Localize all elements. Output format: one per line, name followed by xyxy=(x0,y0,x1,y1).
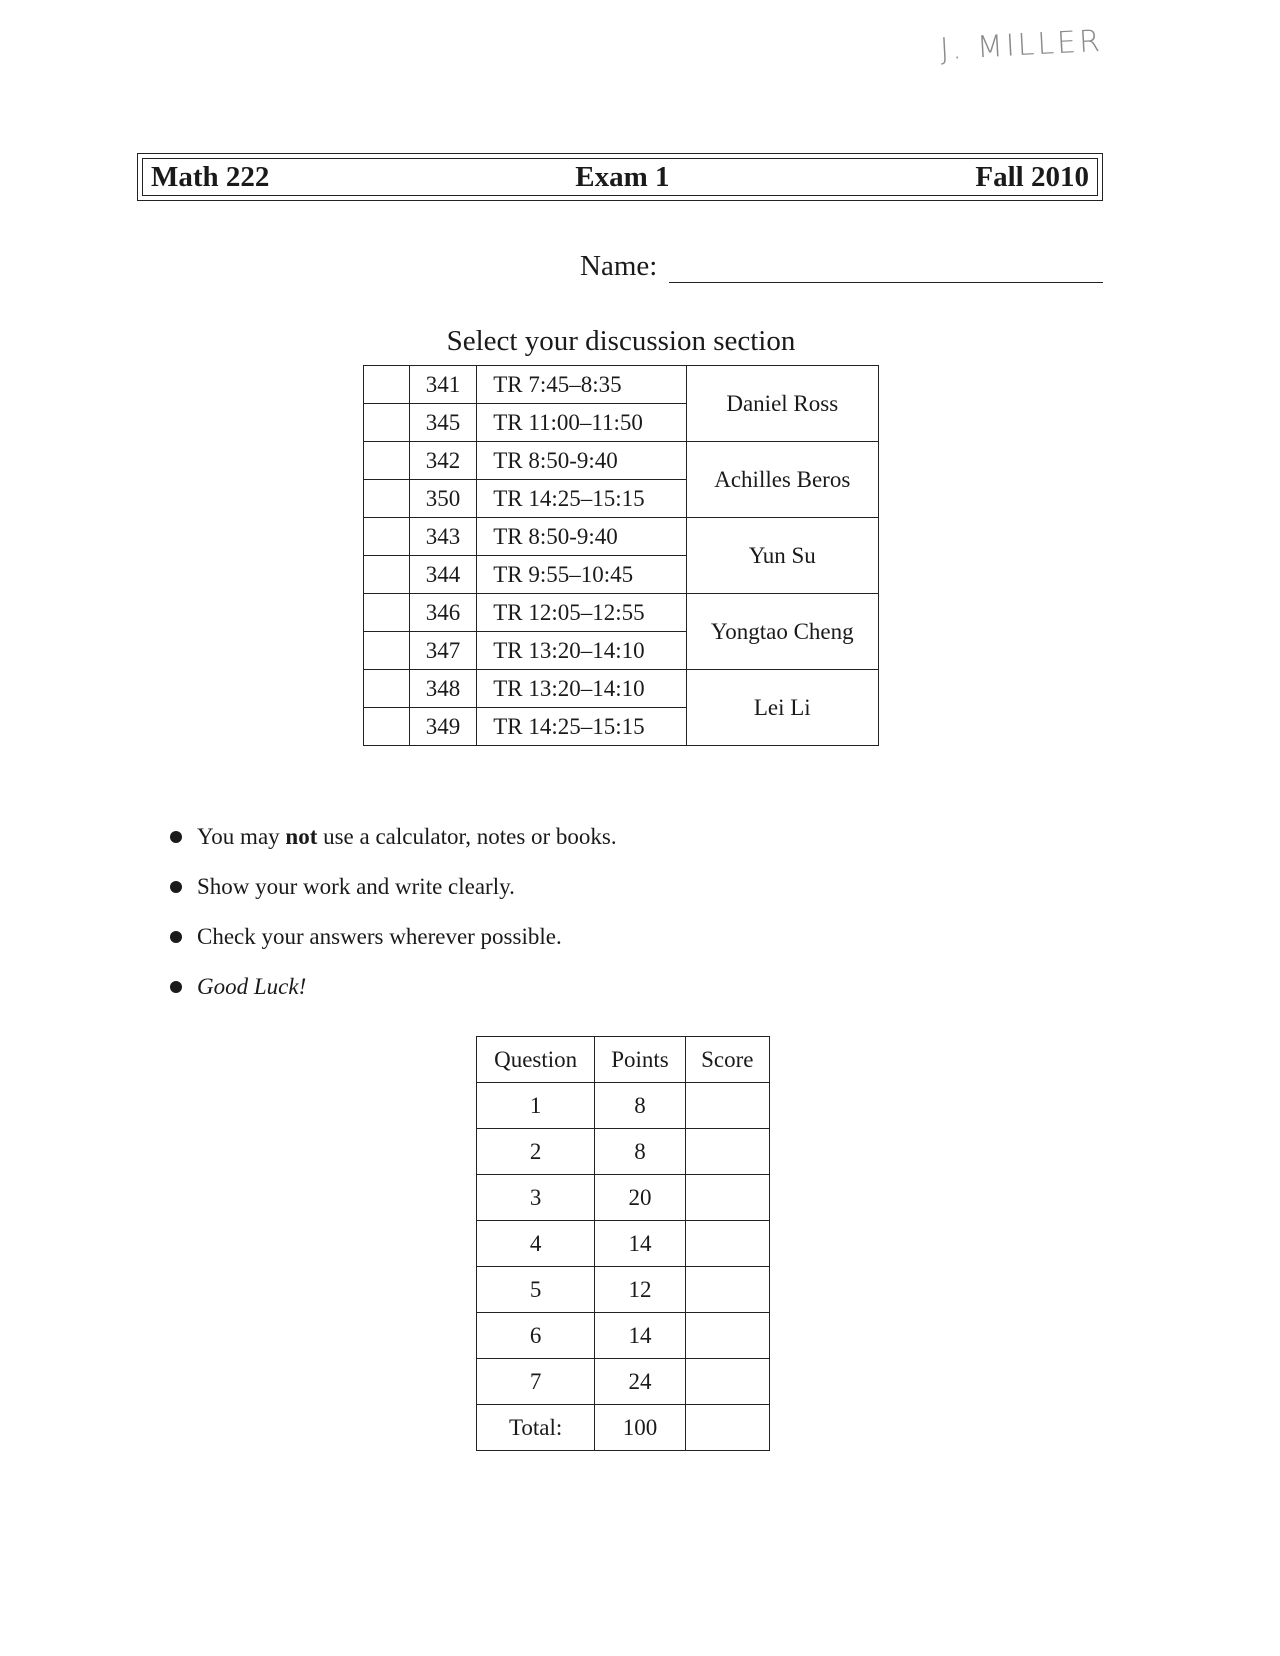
section-checkbox[interactable] xyxy=(364,366,410,404)
section-number: 348 xyxy=(409,670,476,708)
course-name: Math 222 xyxy=(151,160,270,193)
bullet-icon xyxy=(170,881,182,893)
section-checkbox[interactable] xyxy=(364,404,410,442)
table-total-row xyxy=(477,1405,770,1451)
question-number: 7 xyxy=(477,1359,595,1405)
section-time: TR 12:05–12:55 xyxy=(477,594,686,632)
section-number: 350 xyxy=(409,480,476,518)
column-header-points: Points xyxy=(595,1037,685,1083)
table-row xyxy=(477,1267,770,1313)
name-label: Name: xyxy=(580,250,658,282)
section-time: TR 9:55–10:45 xyxy=(477,556,686,594)
table-row xyxy=(364,366,879,404)
instructor-name: Yongtao Cheng xyxy=(686,594,878,670)
table-header-row xyxy=(477,1037,770,1083)
question-number: 5 xyxy=(477,1267,595,1313)
score-cell[interactable] xyxy=(685,1175,769,1221)
section-number: 349 xyxy=(409,708,476,746)
table-row xyxy=(477,1221,770,1267)
total-score-cell[interactable] xyxy=(685,1405,769,1451)
score-cell[interactable] xyxy=(685,1359,769,1405)
table-row xyxy=(364,518,879,556)
column-header-question: Question xyxy=(477,1037,595,1083)
table-row xyxy=(364,594,879,632)
section-checkbox[interactable] xyxy=(364,556,410,594)
section-checkbox[interactable] xyxy=(364,518,410,556)
question-number: 2 xyxy=(477,1129,595,1175)
section-checkbox[interactable] xyxy=(364,632,410,670)
rule-text: You may not use a calculator, notes or books. xyxy=(197,824,617,849)
question-points: 20 xyxy=(595,1175,685,1221)
table-row xyxy=(477,1129,770,1175)
question-number: 6 xyxy=(477,1313,595,1359)
table-row xyxy=(477,1313,770,1359)
table-row xyxy=(477,1083,770,1129)
section-checkbox[interactable] xyxy=(364,480,410,518)
score-cell[interactable] xyxy=(685,1129,769,1175)
score-cell[interactable] xyxy=(685,1267,769,1313)
question-points: 14 xyxy=(595,1313,685,1359)
list-item xyxy=(170,962,617,1012)
instructor-name: Achilles Beros xyxy=(686,442,878,518)
question-points: 12 xyxy=(595,1267,685,1313)
total-label: Total: xyxy=(477,1405,595,1451)
rule-text: Check your answers wherever possible. xyxy=(197,924,562,949)
section-time: TR 14:25–15:15 xyxy=(477,480,686,518)
name-field[interactable] xyxy=(580,250,1103,283)
score-table xyxy=(476,1036,770,1451)
section-number: 341 xyxy=(409,366,476,404)
section-time: TR 7:45–8:35 xyxy=(477,366,686,404)
question-points: 8 xyxy=(595,1083,685,1129)
section-number: 345 xyxy=(409,404,476,442)
instructor-name: Yun Su xyxy=(686,518,878,594)
exam-rules-list xyxy=(170,812,617,1012)
list-item xyxy=(170,912,617,962)
section-checkbox[interactable] xyxy=(364,670,410,708)
rule-text: Show your work and write clearly. xyxy=(197,874,515,899)
score-cell[interactable] xyxy=(685,1313,769,1359)
section-number: 342 xyxy=(409,442,476,480)
bullet-icon xyxy=(170,931,182,943)
section-number: 347 xyxy=(409,632,476,670)
section-checkbox[interactable] xyxy=(364,594,410,632)
question-points: 14 xyxy=(595,1221,685,1267)
discussion-section-table xyxy=(363,365,879,746)
bullet-icon xyxy=(170,831,182,843)
table-row xyxy=(364,670,879,708)
question-points: 24 xyxy=(595,1359,685,1405)
section-number: 344 xyxy=(409,556,476,594)
instructor-name: Lei Li xyxy=(686,670,878,746)
rule-text: Good Luck! xyxy=(197,974,307,999)
question-number: 1 xyxy=(477,1083,595,1129)
list-item xyxy=(170,862,617,912)
question-number: 4 xyxy=(477,1221,595,1267)
section-checkbox[interactable] xyxy=(364,442,410,480)
section-time: TR 13:20–14:10 xyxy=(477,670,686,708)
exam-header xyxy=(137,153,1103,201)
section-checkbox[interactable] xyxy=(364,708,410,746)
section-number: 343 xyxy=(409,518,476,556)
question-points: 8 xyxy=(595,1129,685,1175)
handwritten-name: J. MILLER xyxy=(939,23,1104,68)
rule-emphasis: not xyxy=(285,824,318,849)
table-row xyxy=(364,442,879,480)
section-time: TR 11:00–11:50 xyxy=(477,404,686,442)
section-time: TR 8:50-9:40 xyxy=(477,518,686,556)
name-underline[interactable] xyxy=(669,254,1103,283)
score-cell[interactable] xyxy=(685,1221,769,1267)
section-time: TR 8:50-9:40 xyxy=(477,442,686,480)
section-time: TR 14:25–15:15 xyxy=(477,708,686,746)
total-points: 100 xyxy=(595,1405,685,1451)
column-header-score: Score xyxy=(685,1037,769,1083)
score-cell[interactable] xyxy=(685,1083,769,1129)
list-item xyxy=(170,812,617,862)
table-row xyxy=(477,1175,770,1221)
sections-caption: Select your discussion section xyxy=(446,325,796,357)
question-number: 3 xyxy=(477,1175,595,1221)
bullet-icon xyxy=(170,981,182,993)
section-number: 346 xyxy=(409,594,476,632)
section-time: TR 13:20–14:10 xyxy=(477,632,686,670)
instructor-name: Daniel Ross xyxy=(686,366,878,442)
exam-title: Exam 1 xyxy=(575,160,670,193)
table-row xyxy=(477,1359,770,1405)
exam-term: Fall 2010 xyxy=(975,160,1089,193)
